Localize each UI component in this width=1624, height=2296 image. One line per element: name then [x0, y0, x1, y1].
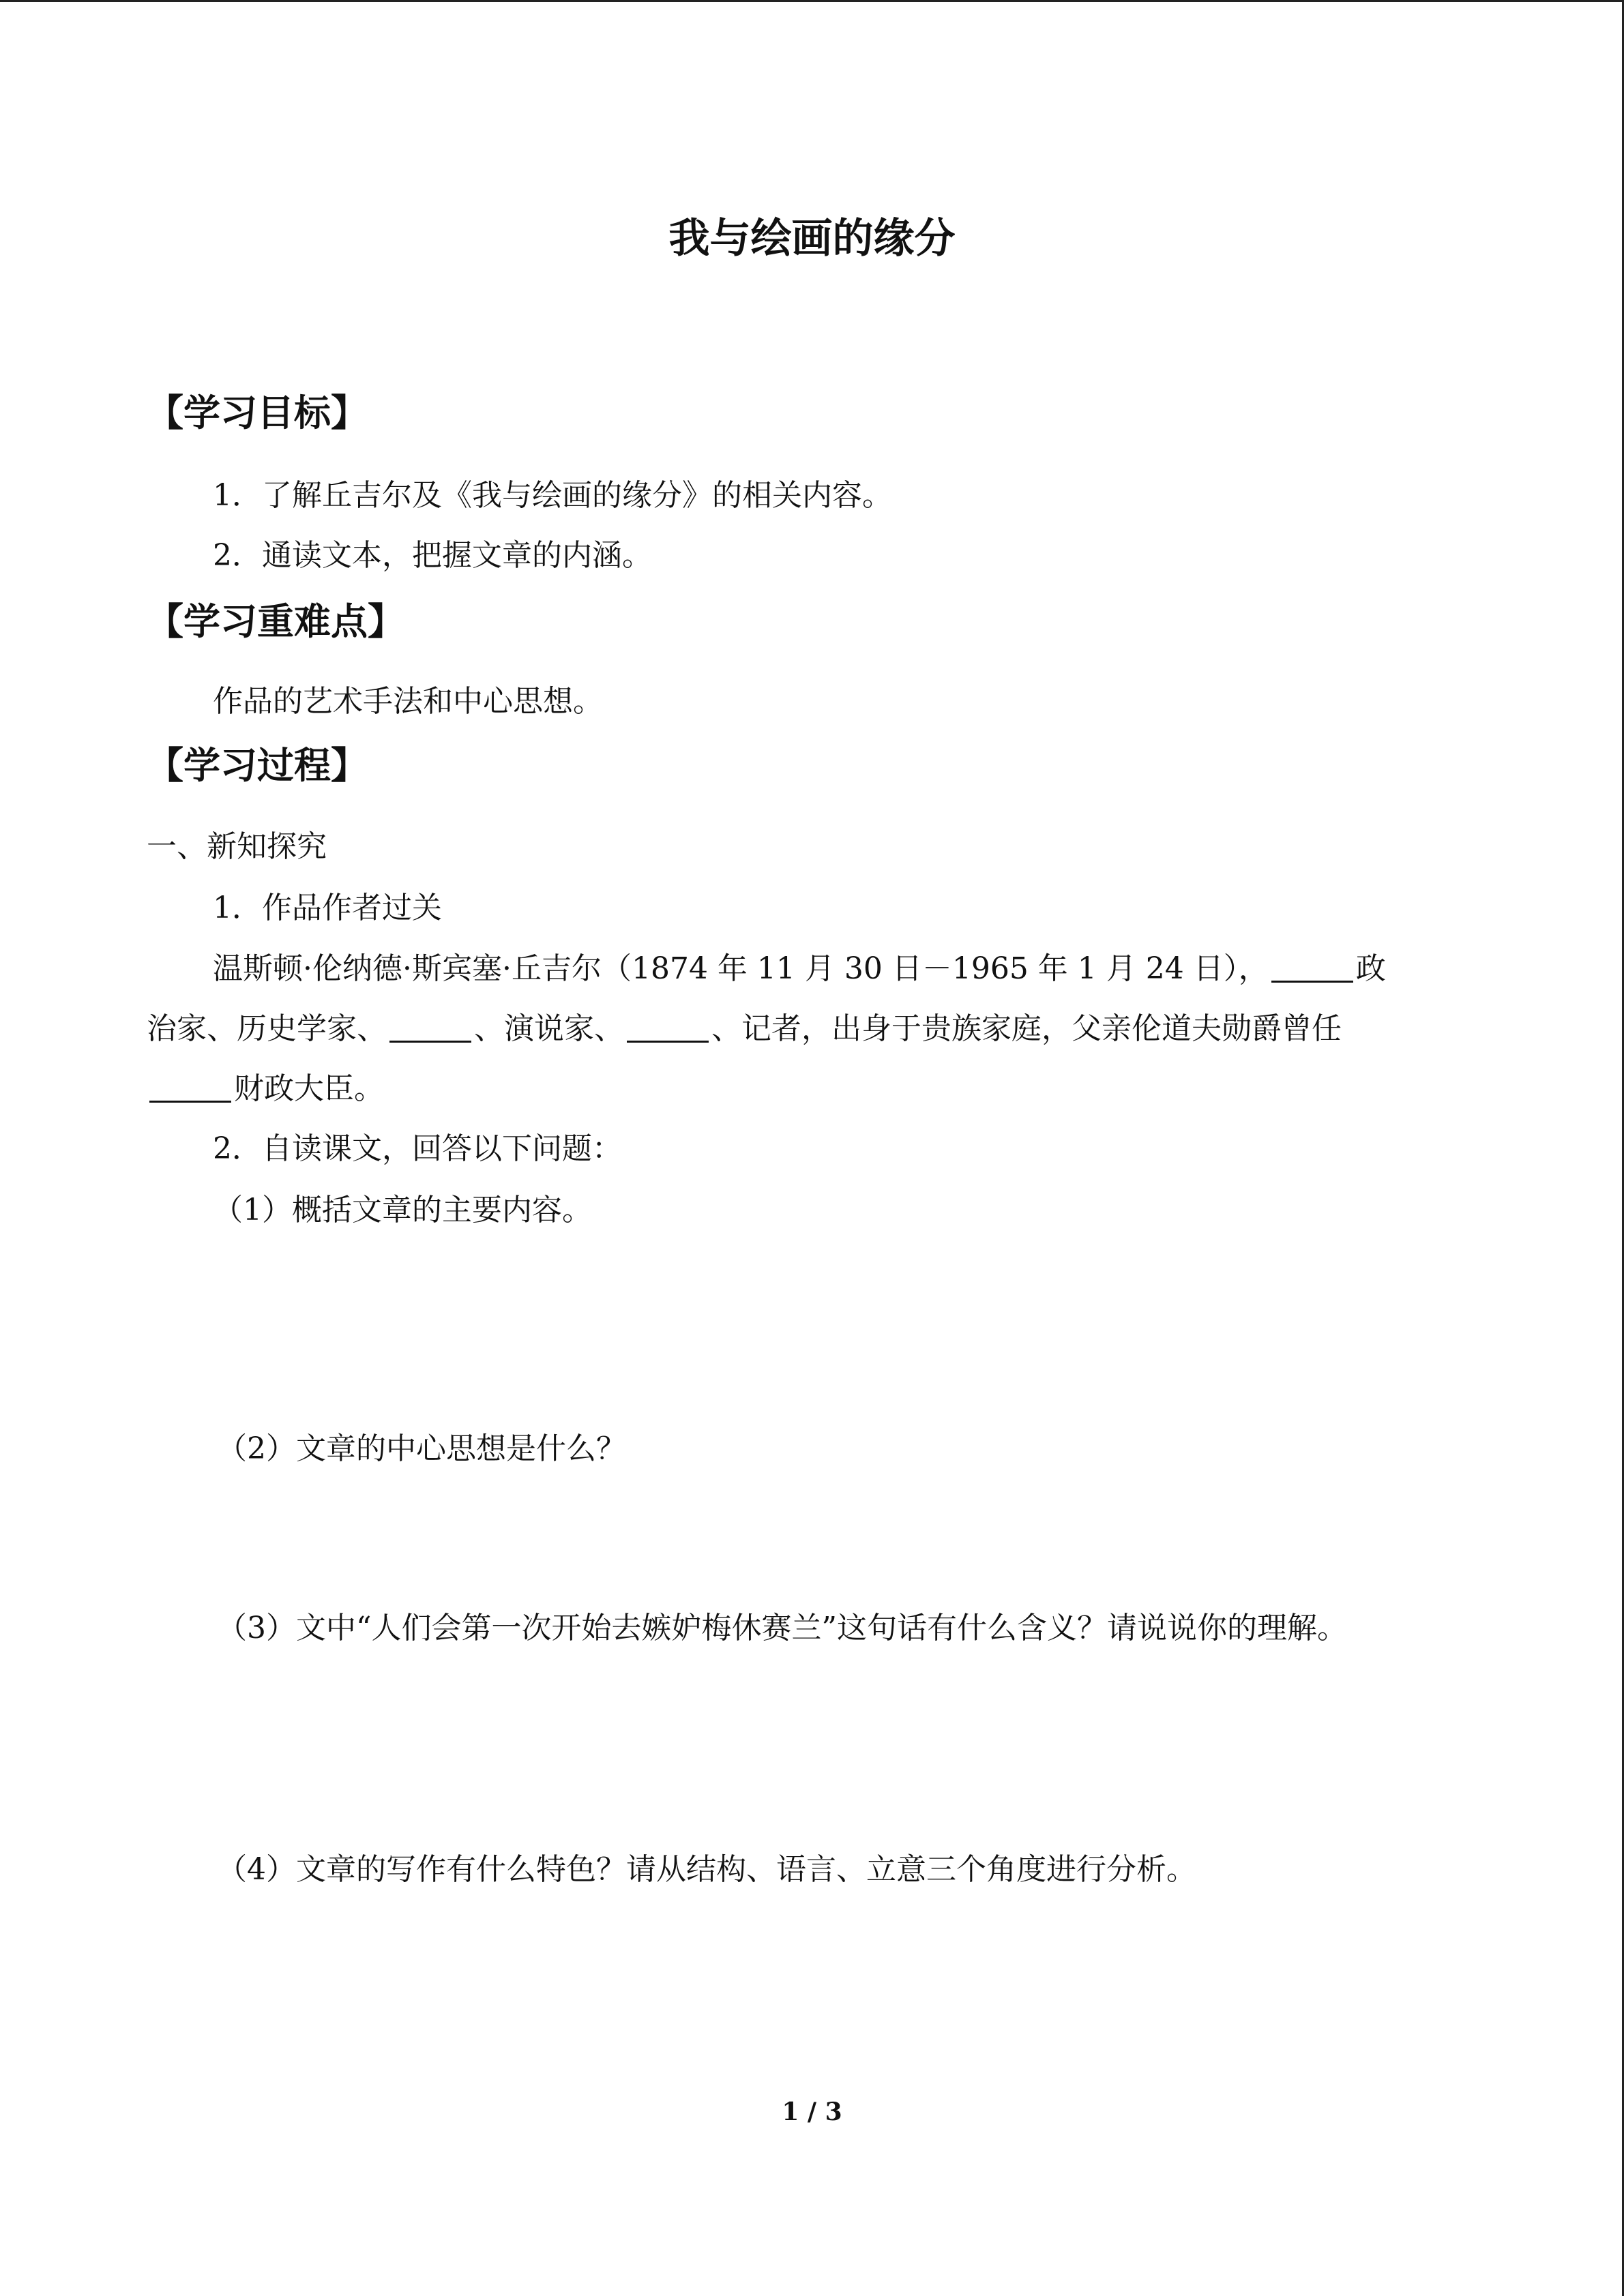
- bio-line-1: [213, 949, 1386, 989]
- document-title: 我与绘画的缘分: [668, 215, 956, 263]
- bio-text: 温斯顿·伦纳德·斯宾塞·丘吉尔（1874 年 11 月 30 日－1965 年 1 月 24 日），: [213, 951, 1269, 986]
- bio-text: 治家、历史学家、: [147, 1011, 387, 1046]
- bio-text: 、记者，出身于贵族家庭，父亲伦道夫勋爵曾任: [711, 1011, 1342, 1046]
- bio-line-3: [147, 1069, 384, 1109]
- item-one-label: 1．作品作者过关: [213, 891, 442, 925]
- question-1: （1）概括文章的主要内容。: [213, 1193, 592, 1227]
- bio-text: 财政大臣。: [234, 1071, 384, 1106]
- question-2: （2）文章的中心思想是什么？: [217, 1431, 626, 1466]
- page-number: 1 / 3: [782, 2098, 842, 2126]
- question-3: （3）文中“人们会第一次开始去嫉妒梅休赛兰”这句话有什么含义？请说说你的理解。: [217, 1611, 1347, 1645]
- bio-text: 政: [1355, 951, 1386, 986]
- key-points-text: 作品的艺术手法和中心思想。: [213, 684, 603, 719]
- question-4: （4）文章的写作有什么特色？请从结构、语言、立意三个角度进行分析。: [217, 1852, 1196, 1887]
- part-one-label: 一、新知探究: [147, 829, 327, 864]
- item-two-label: 2．自读课文，回答以下问题：: [213, 1131, 622, 1166]
- bio-line-2: [147, 1009, 1342, 1049]
- fill-blank-1[interactable]: [1271, 951, 1353, 983]
- heading-objectives: 【学习目标】: [147, 391, 368, 434]
- objective-item-1: 1．了解丘吉尔及《我与绘画的缘分》的相关内容。: [213, 478, 892, 513]
- heading-key-points: 【学习重难点】: [147, 599, 404, 643]
- objective-item-2: 2．通读文本，把握文章的内涵。: [213, 538, 652, 573]
- page-border-top: [0, 0, 1624, 2]
- heading-process: 【学习过程】: [147, 743, 368, 787]
- fill-blank-2[interactable]: [389, 1011, 471, 1043]
- fill-blank-4[interactable]: [149, 1071, 231, 1103]
- bio-text: 、演说家、: [474, 1011, 624, 1046]
- fill-blank-3[interactable]: [627, 1011, 709, 1043]
